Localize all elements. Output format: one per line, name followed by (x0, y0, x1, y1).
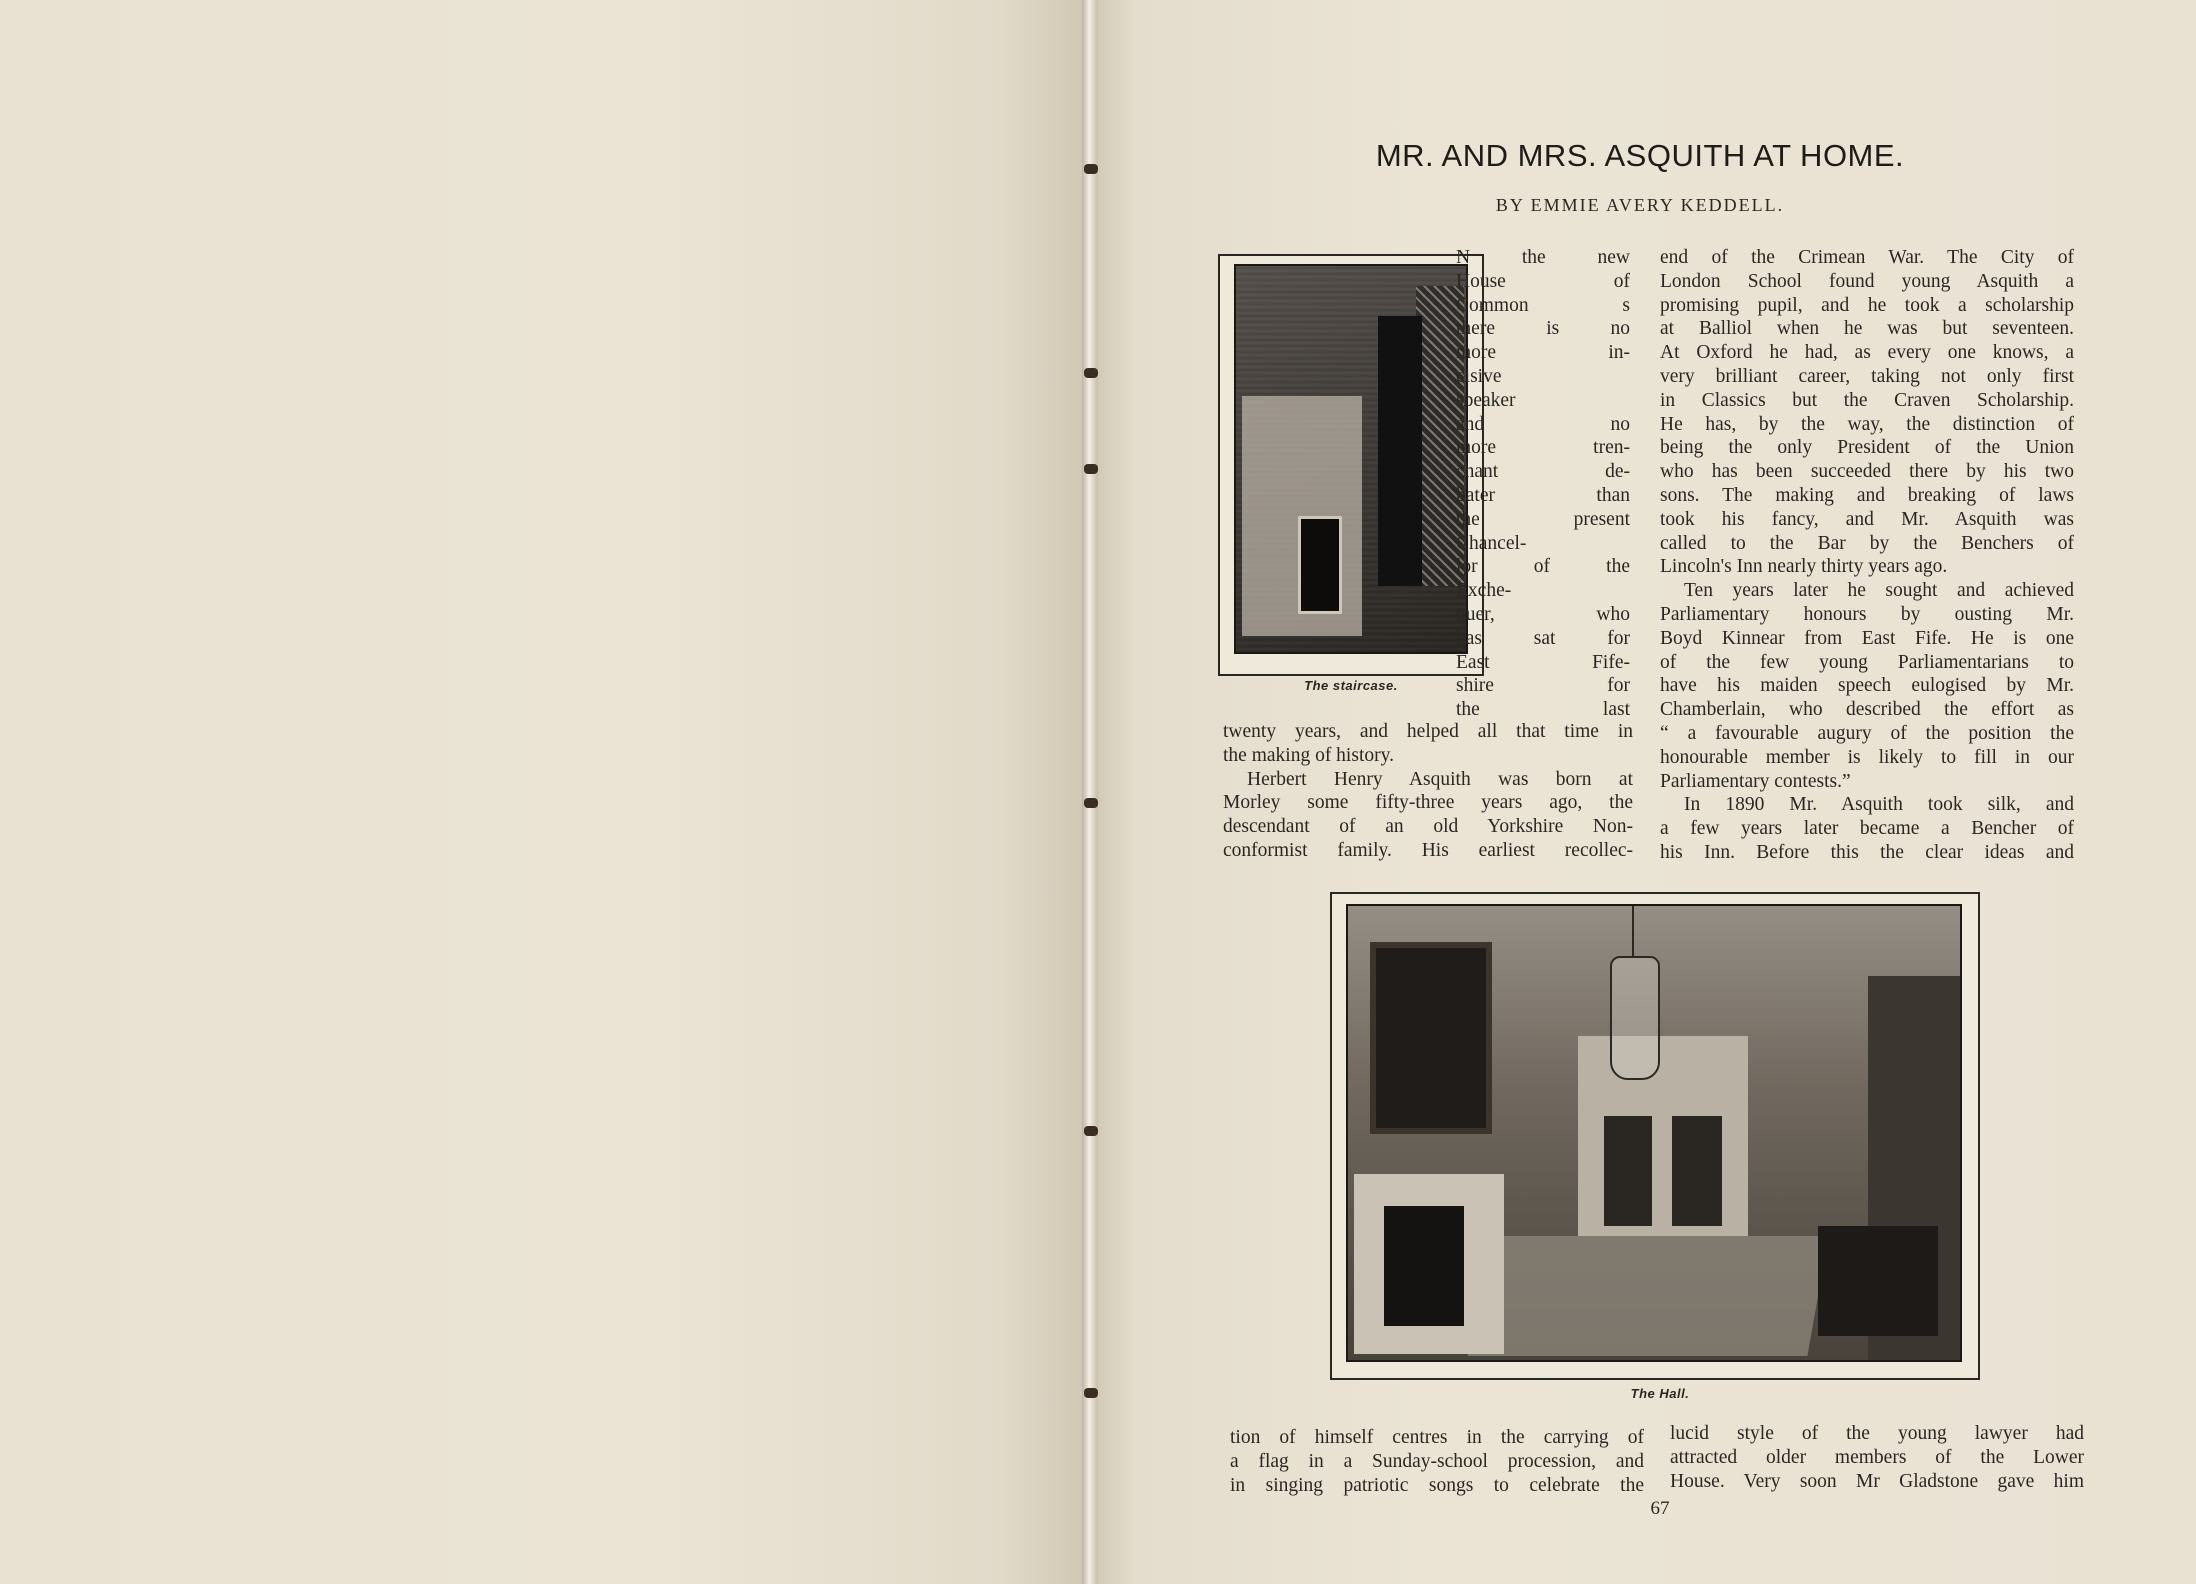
text-line: at Balliol when he was but seventeen. (1660, 318, 2074, 340)
text-line: At Oxford he had, as every one knows, a (1660, 342, 2074, 364)
text-line: Chancel- (1456, 532, 1527, 554)
column-right (1660, 246, 2074, 865)
dropcap-column (1456, 246, 1630, 722)
hall-figure (1330, 892, 1980, 1380)
text-line: speaker (1456, 389, 1516, 411)
text-line: lucid style of the young lawyer had (1670, 1423, 2084, 1444)
text-line: cisive (1456, 365, 1502, 387)
binding-stitch (1084, 464, 1098, 474)
text-line: Lincoln's Inn nearly thirty years ago. (1660, 556, 1948, 578)
text-line: twenty years, and helped all that time in (1223, 721, 1633, 742)
text-line: chant de- (1456, 461, 1630, 483)
text-line: shire for (1456, 675, 1630, 697)
text-line: quer, who (1456, 603, 1630, 625)
text-line: the last (1456, 699, 1630, 721)
text-line: has sat for (1456, 627, 1630, 649)
text-line: N the new (1456, 247, 1630, 268)
text-line: Exche- (1456, 580, 1512, 602)
text-line: there is no (1456, 318, 1630, 340)
text-line: descendant of an old Yorkshire Non- (1223, 816, 1633, 838)
text-line: Boyd Kinnear from East Fife. He is one (1660, 627, 2074, 649)
text-line: have his maiden speech eulogised by Mr. (1660, 675, 2074, 697)
text-line: very brilliant career, taking not only first (1660, 365, 2074, 387)
text-line: in Classics but the Craven Scholarship. (1660, 389, 2074, 411)
lantern-shape (1610, 956, 1660, 1080)
page-number: 67 (1650, 1498, 1670, 1519)
text-line: being the only President of the Union (1660, 437, 2074, 459)
text-line: He has, by the way, the distinction of (1660, 413, 2074, 435)
text-line: Common s (1456, 294, 1630, 316)
column-left-lower (1223, 720, 1633, 863)
text-line: end of the Crimean War. The City of (1660, 247, 2074, 268)
staircase-figure (1218, 254, 1484, 676)
text-line: who has been succeeded there by his two (1660, 461, 2074, 483)
text-line: promising pupil, and he took a scholarship (1660, 294, 2074, 316)
text-line: more in- (1456, 342, 1630, 364)
text-line: Chamberlain, who described the effort as (1660, 699, 2074, 721)
text-line: In 1890 Mr. Asquith took silk, and (1684, 794, 2074, 816)
text-line: of the few young Parliamentarians to (1660, 651, 2074, 673)
text-line: a few years later became a Bencher of (1660, 818, 2074, 840)
text-line: Parliamentary honours by ousting Mr. (1660, 603, 2074, 625)
text-line: and no (1456, 413, 1630, 435)
text-line: lor of the (1456, 556, 1630, 578)
text-line: tion of himself centres in the carrying of (1230, 1427, 1644, 1448)
hall-caption: The Hall. (1630, 1386, 1690, 1401)
text-line: House. Very soon Mr Gladstone gave him (1670, 1470, 2084, 1492)
article-title: MR. AND MRS. ASQUITH AT HOME. (1375, 138, 1905, 173)
text-line: House of (1456, 270, 1630, 292)
text-line: conformist family. His earliest recollec- (1223, 839, 1633, 861)
text-line: sons. The making and breaking of laws (1660, 484, 2074, 506)
column-bottom-right (1670, 1422, 2084, 1493)
article-byline: BY EMMIE AVERY KEDDELL. (1495, 195, 1785, 215)
hall-photo (1346, 904, 1962, 1362)
binding-stitch (1084, 368, 1098, 378)
binding-stitch (1084, 1388, 1098, 1398)
text-line: bater than (1456, 484, 1630, 506)
text-line: Herbert Henry Asquith was born at (1247, 768, 1633, 790)
text-line: honourable member is likely to fill in our (1660, 746, 2074, 768)
text-line: called to the Bar by the Benchers of (1660, 532, 2074, 554)
column-bottom-left (1230, 1426, 1644, 1497)
book-gutter (1082, 0, 1098, 1584)
text-line: the making of history. (1223, 744, 1394, 766)
text-line: attracted older members of the Lower (1670, 1446, 2084, 1468)
text-line: London School found young Asquith a (1660, 270, 2074, 292)
binding-stitch (1084, 1126, 1098, 1136)
text-line: Morley some fifty-three years ago, the (1223, 792, 1633, 814)
text-line: took his fancy, and Mr. Asquith was (1660, 508, 2074, 530)
text-line: Parliamentary contests.” (1660, 770, 1851, 792)
binding-stitch (1084, 798, 1098, 808)
text-line: a flag in a Sunday-school procession, and (1230, 1450, 1644, 1472)
text-line: more tren- (1456, 437, 1630, 459)
text-line: his Inn. Before this the clear ideas and (1660, 841, 2074, 863)
drop-cap-letter-shape (1378, 316, 1422, 586)
text-line: East Fife- (1456, 651, 1630, 673)
binding-stitch (1084, 164, 1098, 174)
left-page-blank (0, 0, 1090, 1584)
staircase-caption: The staircase. (1304, 678, 1398, 693)
text-line: in singing patriotic songs to celebrate the (1230, 1474, 1644, 1496)
staircase-photo (1234, 264, 1468, 654)
text-line: Ten years later he sought and achieved (1684, 580, 2074, 602)
text-line: the present (1456, 508, 1630, 530)
text-line: “ a favourable augury of the position the (1660, 722, 2074, 744)
